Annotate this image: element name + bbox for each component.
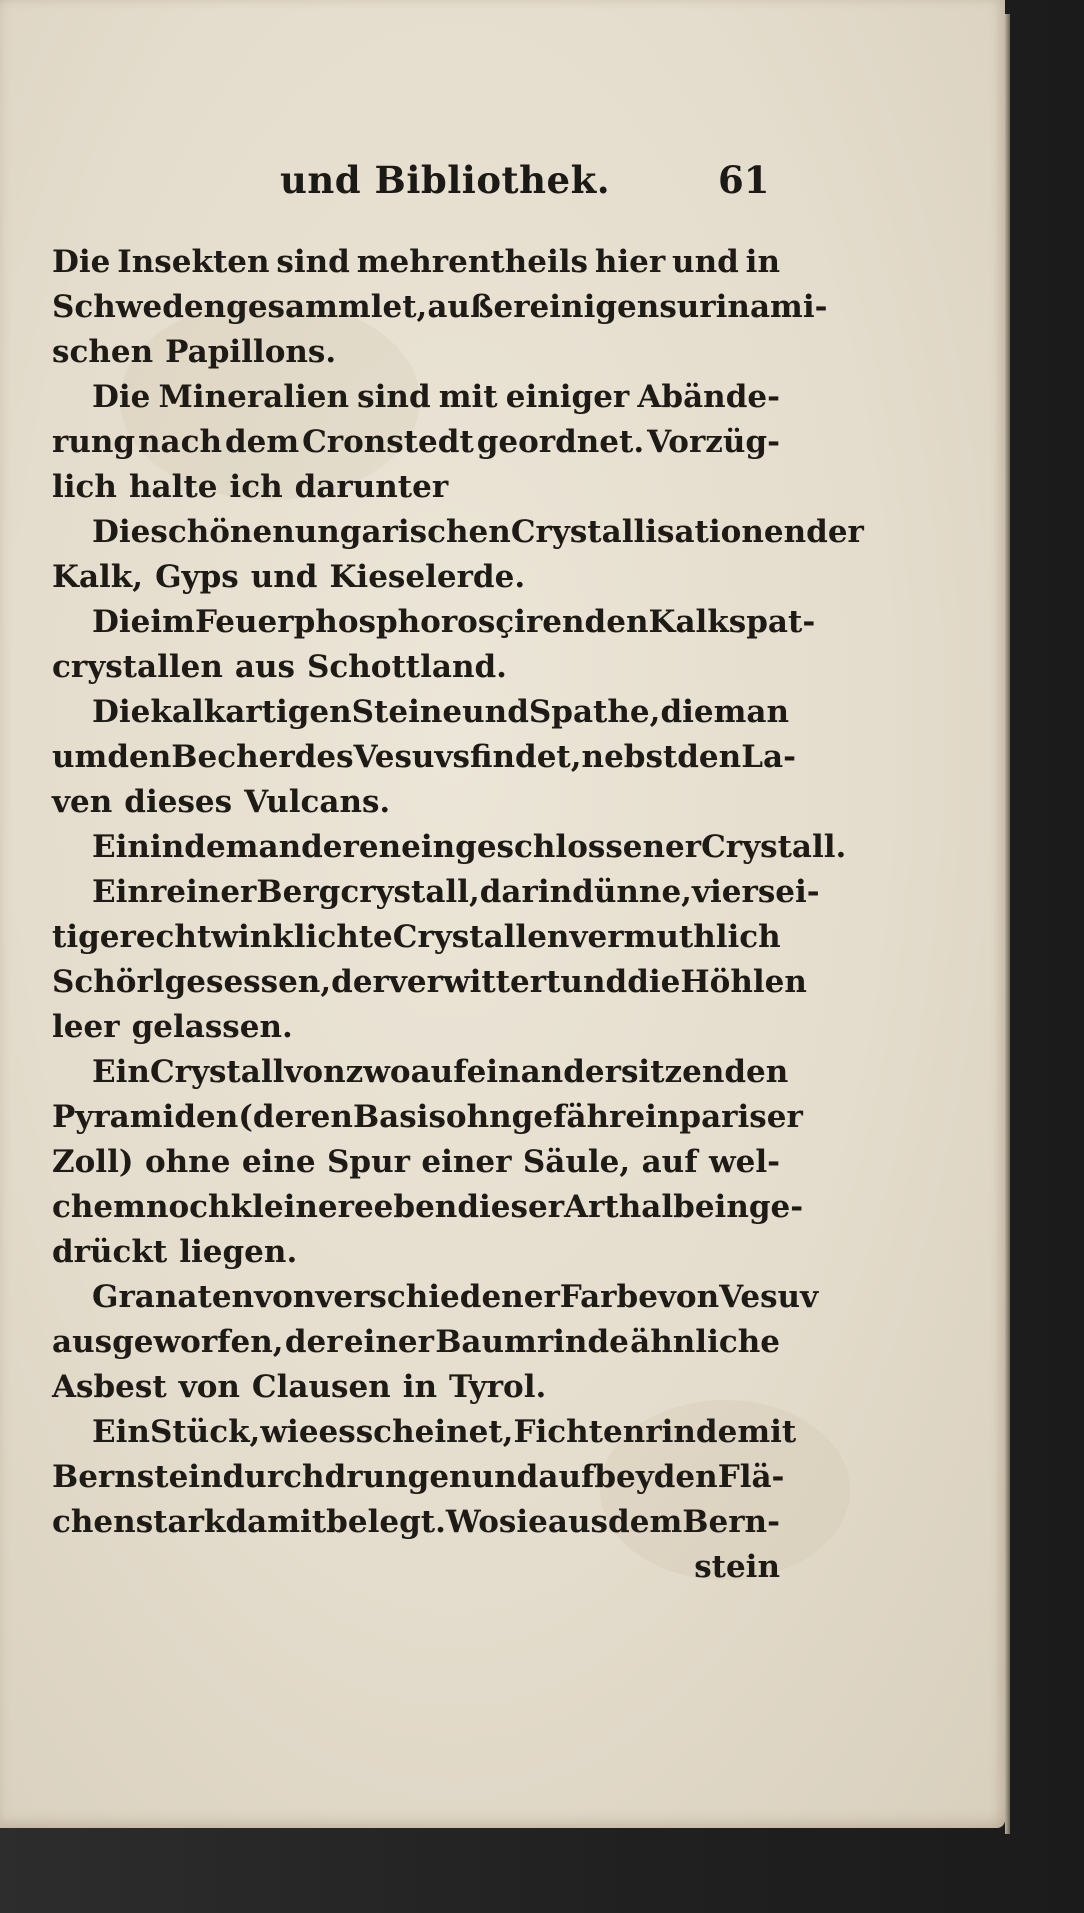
- word: einigen: [529, 289, 660, 325]
- word: sind: [276, 244, 350, 280]
- text-line: [52, 1455, 785, 1500]
- word: einander: [466, 1054, 621, 1090]
- word: Granaten: [92, 1279, 255, 1315]
- word: zwo: [345, 1054, 411, 1090]
- word: den: [107, 739, 172, 775]
- text-line: [52, 600, 816, 645]
- text-line: [52, 375, 780, 420]
- word: phosphorosçirenden: [293, 604, 649, 640]
- word: Bergcrystall,: [256, 874, 480, 910]
- word: in: [149, 829, 185, 865]
- word: von: [657, 1279, 720, 1315]
- word: sie: [498, 1504, 548, 1540]
- word: der: [806, 514, 864, 550]
- word: drückt: [52, 1234, 168, 1270]
- word: Kalkspat-: [648, 604, 816, 640]
- word: Säule,: [522, 1144, 631, 1180]
- word: gesammlet,: [226, 289, 428, 325]
- word: Tyrol.: [449, 1369, 547, 1405]
- word: dem: [224, 424, 300, 460]
- word: Asbest: [52, 1369, 167, 1405]
- text-line: [52, 1185, 804, 1230]
- text-line: [52, 1095, 803, 1140]
- word: Ein: [92, 1414, 150, 1450]
- word: Spathe,: [528, 694, 661, 730]
- word: ein: [625, 1099, 680, 1135]
- word: hier: [594, 244, 666, 280]
- word: findet,: [469, 739, 582, 775]
- word: Crystall.: [701, 829, 847, 865]
- word: in: [745, 244, 780, 280]
- word: aus: [547, 1504, 608, 1540]
- word: der: [331, 964, 389, 1000]
- word: halte: [128, 469, 218, 505]
- word: und: [560, 964, 628, 1000]
- text-line: [52, 285, 828, 330]
- text-line: [52, 690, 790, 735]
- word: Mineralien: [158, 379, 350, 415]
- word: sei-: [757, 874, 820, 910]
- text-line: [52, 645, 780, 690]
- word: Bern-: [682, 1504, 780, 1540]
- text-line: [52, 465, 780, 510]
- word: kleinere: [230, 1189, 374, 1225]
- text-line: [52, 420, 780, 465]
- word: ähnliche: [630, 1324, 780, 1360]
- word: halb: [618, 1189, 695, 1225]
- word: Crystallisationen: [510, 514, 807, 550]
- word: es: [318, 1414, 356, 1450]
- word: Gyps: [155, 559, 239, 595]
- word: ausgeworfen,: [52, 1324, 284, 1360]
- word: ohngefähr: [445, 1099, 626, 1135]
- word: Crystallen: [392, 919, 570, 955]
- word: chem: [52, 1189, 146, 1225]
- word: leer: [52, 1009, 120, 1045]
- word: auf: [538, 1459, 595, 1495]
- word: ungarischen: [294, 514, 511, 550]
- word: eben: [373, 1189, 458, 1225]
- word: den: [677, 739, 742, 775]
- word: Fichtenrinde: [513, 1414, 738, 1450]
- word: Vesuv: [719, 1279, 819, 1315]
- word: in: [402, 1369, 438, 1405]
- text-line: [52, 960, 807, 1005]
- word: wie: [260, 1414, 319, 1450]
- word: von: [178, 1369, 240, 1405]
- body-text: [52, 240, 864, 1545]
- text-line: [52, 240, 780, 285]
- text-line: [52, 1140, 780, 1185]
- word: nach: [138, 424, 223, 460]
- text-line: [52, 1365, 780, 1410]
- word: und: [250, 559, 318, 595]
- text-line: [52, 870, 820, 915]
- text-line: [52, 1500, 780, 1545]
- word: damit: [225, 1504, 327, 1540]
- text-line: [52, 1050, 789, 1095]
- word: von: [284, 1054, 346, 1090]
- word: dieser: [457, 1189, 565, 1225]
- word: außer: [427, 289, 530, 325]
- text-line: [52, 330, 780, 375]
- word: darunter: [294, 469, 449, 505]
- word: die: [627, 964, 681, 1000]
- word: aus: [234, 649, 295, 685]
- word: Pyramiden: [52, 1099, 239, 1135]
- word: einge-: [694, 1189, 804, 1225]
- word: Kieselerde.: [329, 559, 526, 595]
- word: Höhlen: [680, 964, 807, 1000]
- word: eingeschlossener: [401, 829, 702, 865]
- word: und: [471, 1459, 539, 1495]
- word: sitzenden: [620, 1054, 789, 1090]
- word: Ein: [92, 874, 150, 910]
- word: Farbe: [559, 1279, 658, 1315]
- word: Zoll): [52, 1144, 134, 1180]
- word: Schweden: [52, 289, 227, 325]
- page-number: 61: [718, 158, 770, 202]
- text-line: [52, 825, 847, 870]
- word: La-: [741, 739, 796, 775]
- word: Schottland.: [306, 649, 507, 685]
- word: Cronstedt: [302, 424, 474, 460]
- word: Die: [92, 604, 151, 640]
- word: mehrentheils: [356, 244, 588, 280]
- text-line: [52, 735, 796, 780]
- word: vermuthlich: [569, 919, 781, 955]
- word: Abände-: [637, 379, 780, 415]
- word: Crystall: [149, 1054, 285, 1090]
- word: ven: [52, 784, 113, 820]
- word: der: [284, 1324, 343, 1360]
- page-header: [0, 158, 1005, 208]
- word: und: [672, 244, 739, 280]
- text-line: [52, 1410, 797, 1455]
- word: Kalk,: [52, 559, 144, 595]
- word: kalkartigen: [150, 694, 352, 730]
- word: Die: [92, 694, 151, 730]
- word: chen: [52, 1504, 136, 1540]
- running-title: und Bibliothek.: [280, 158, 611, 202]
- word: nebst: [581, 739, 678, 775]
- word: Papillons.: [165, 334, 337, 370]
- word: crystallen: [52, 649, 223, 685]
- word: (deren: [238, 1099, 353, 1135]
- word: man: [713, 694, 790, 730]
- word: Stück,: [149, 1414, 261, 1450]
- text-line: [52, 1275, 819, 1320]
- word: reiner: [149, 874, 257, 910]
- word: Ein: [92, 1054, 150, 1090]
- word: Basis: [352, 1099, 446, 1135]
- word: auf: [641, 1144, 698, 1180]
- word: Die: [52, 244, 111, 280]
- text-line: [52, 1005, 780, 1050]
- word: surinami-: [659, 289, 828, 325]
- text-line: [52, 1320, 780, 1365]
- word: pariser: [679, 1099, 803, 1135]
- text-line: [52, 780, 780, 825]
- word: Flä-: [717, 1459, 785, 1495]
- word: und: [462, 694, 529, 730]
- word: Vesuvs: [353, 739, 470, 775]
- word: Becher: [171, 739, 295, 775]
- word: Steine: [351, 694, 463, 730]
- word: scheinet,: [355, 1414, 514, 1450]
- word: Feuer: [194, 604, 294, 640]
- word: anderen: [258, 829, 402, 865]
- word: noch: [145, 1189, 231, 1225]
- text-line: [52, 555, 780, 600]
- word: liegen.: [179, 1234, 298, 1270]
- word: belegt.: [326, 1504, 446, 1540]
- word: eine: [241, 1144, 316, 1180]
- word: Clausen: [251, 1369, 391, 1405]
- word: verschiedener: [315, 1279, 560, 1315]
- word: Spur: [327, 1144, 410, 1180]
- word: rechtwinklichte: [119, 919, 393, 955]
- word: Vulcans.: [244, 784, 391, 820]
- word: des: [294, 739, 354, 775]
- word: dieses: [124, 784, 233, 820]
- word: einer: [421, 1144, 512, 1180]
- word: durchdrungen: [222, 1459, 472, 1495]
- catchword: stein: [694, 1549, 780, 1585]
- word: ohne: [144, 1144, 231, 1180]
- word: Schörl: [52, 964, 165, 1000]
- word: mit: [737, 1414, 797, 1450]
- word: ich: [229, 469, 283, 505]
- word: schen: [52, 334, 154, 370]
- word: lich: [52, 469, 117, 505]
- text-line: [52, 915, 780, 960]
- word: einer: [343, 1324, 434, 1360]
- word: dem: [608, 1504, 683, 1540]
- word: Art: [564, 1189, 619, 1225]
- word: von: [254, 1279, 316, 1315]
- word: einiger: [505, 379, 630, 415]
- word: Vorzüg-: [647, 424, 780, 460]
- catchword-line: [52, 1545, 780, 1590]
- word: rung: [52, 424, 136, 460]
- word: Insekten: [117, 244, 270, 280]
- word: im: [150, 604, 195, 640]
- word: stark: [135, 1504, 226, 1540]
- word: Wo: [445, 1504, 499, 1540]
- word: darin: [479, 874, 573, 910]
- word: Baumrinde: [435, 1324, 629, 1360]
- word: Die: [92, 379, 151, 415]
- word: dünne,: [572, 874, 692, 910]
- word: Die: [92, 514, 151, 550]
- word: auf: [410, 1054, 467, 1090]
- word: verwittert: [388, 964, 561, 1000]
- word: Bernstein: [52, 1459, 223, 1495]
- word: gelassen.: [131, 1009, 293, 1045]
- word: um: [52, 739, 108, 775]
- page-edge: [1005, 14, 1010, 1834]
- word: die: [660, 694, 714, 730]
- word: tige: [52, 919, 120, 955]
- text-line: [52, 1230, 780, 1275]
- word: dem: [184, 829, 259, 865]
- word: wel-: [708, 1144, 780, 1180]
- text-line: [52, 510, 864, 555]
- word: sind: [357, 379, 431, 415]
- word: Ein: [92, 829, 150, 865]
- word: gesessen,: [164, 964, 332, 1000]
- word: schönen: [150, 514, 295, 550]
- word: mit: [438, 379, 498, 415]
- word: beyden: [594, 1459, 718, 1495]
- word: geordnet.: [476, 424, 645, 460]
- word: vier: [691, 874, 758, 910]
